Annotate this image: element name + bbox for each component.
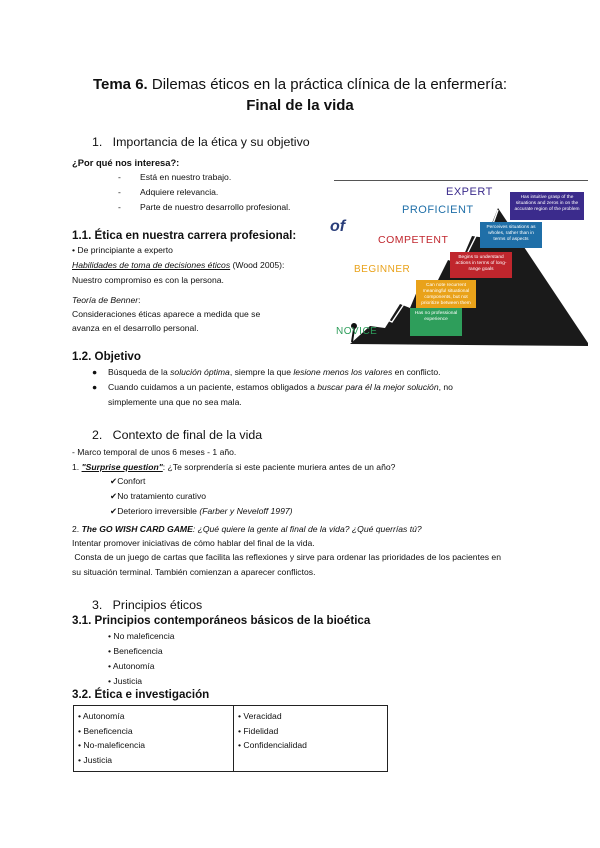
table-right-cell: [234, 706, 388, 772]
benner-text-1: Consideraciones éticas aparece a medida que se: [72, 309, 261, 319]
dash-item: - Adquiere relevancia.: [118, 187, 219, 197]
stage-box-novice: Has no professional experience: [410, 308, 462, 336]
stage-competent-label: COMPETENT: [378, 234, 449, 246]
stage-expert-label: EXPERT: [446, 186, 493, 198]
principle-item: • No maleficencia: [108, 631, 175, 641]
check-item: ✔No tratamiento curativo: [110, 491, 207, 501]
principle-item: • Autonomía: [108, 661, 155, 671]
marco-temporal: - Marco temporal de unos 6 meses - 1 año.: [72, 447, 237, 457]
check-list: [110, 475, 293, 520]
principle-item: • Justicia: [108, 676, 143, 686]
question-line: ¿Por qué nos interesa?:: [72, 157, 180, 168]
dash-list: [118, 171, 290, 216]
stage-box-competent: Begins to understand actions in terms of long-range goals: [450, 252, 512, 278]
habilidades-line: Habilidades de toma de decisiones éticos (Wood 2005):: [72, 260, 285, 270]
table-right-item: • Confidencialidad: [238, 740, 307, 750]
surprise-question-line: 1. "Surprise question": ¿Te sorprendería si este paciente muriera antes de un año?: [72, 462, 396, 472]
stage-proficient-label: PROFICIENT: [402, 204, 474, 216]
section-2-heading: 2. Contexto de final de la vida: [92, 428, 263, 442]
table-left-item: • Justicia: [78, 754, 113, 765]
dash-item: - Parte de nuestro desarrollo profesional.: [118, 202, 291, 212]
table-right-item: • Veracidad: [238, 711, 282, 721]
principle-item: • Beneficencia: [108, 646, 163, 656]
table-right-item: • Fidelidad: [238, 725, 279, 736]
benner-stages-figure: [330, 176, 588, 346]
page-subtitle: Final de la vida: [246, 97, 354, 114]
subsection-3-1-heading: 3.1. Principios contemporáneos básicos de la bioética: [72, 614, 371, 627]
bullet-principiante: • De principiante a experto: [72, 245, 173, 255]
subsection-1-1-heading: 1.1. Ética en nuestra carrera profesional:: [72, 229, 297, 242]
go-wish-title-line: 2. The GO WISH CARD GAME: ¿Qué quiere la gente al final de la vida? ¿Qué querrías tú?: [72, 524, 422, 534]
go-wish-line-1: Intentar promover iniciativas de cómo hablar del final de la vida.: [72, 538, 315, 548]
table-left-cell: [74, 706, 234, 772]
stage-novice-label: NOVICE: [336, 326, 378, 337]
subsection-1-2-heading: 1.2. Objetivo: [72, 350, 141, 363]
section-1-heading: 1. Importancia de la ética y su objetivo: [92, 135, 310, 149]
compromiso-line: Nuestro compromiso es con la persona.: [72, 275, 224, 285]
go-wish-line-3: su situación terminal. También comienzan a aparecer conflictos.: [72, 567, 316, 577]
check-item: ✔Deterioro irreversible (Farber y Neveloff 1997): [110, 506, 293, 516]
table-left-item: • Beneficencia: [78, 725, 133, 736]
section-3-heading: 3. Principios éticos: [92, 598, 203, 612]
table-left-item: • No-maleficencia: [78, 740, 146, 750]
table-left-item: • Autonomía: [78, 711, 125, 721]
benner-title: Teoría de Benner:: [72, 295, 141, 305]
objetivo-bullet-2-cont: simplemente una que no sea mala.: [108, 397, 242, 407]
stage-box-proficient: Perceives situations as wholes, rather than in terms of aspects: [480, 222, 542, 248]
go-wish-line-2: Consta de un juego de cartas que facilita las reflexiones y sirve para ordenar las prioridades de los pacientes en: [72, 552, 501, 562]
benner-text-2: avanza en el desarrollo personal.: [72, 323, 199, 333]
page-title: Tema 6. Dilemas éticos en la práctica clínica de la enfermería:: [92, 76, 508, 93]
subsection-3-2-heading: 3.2. Ética e investigación: [72, 688, 210, 701]
stage-box-beginner: Can note recurrent meaningful situational components, but not prioritize between them: [416, 280, 476, 308]
stage-beginner-label: BEGINNER: [354, 264, 411, 275]
ethics-research-table: [73, 705, 388, 772]
objetivo-bullet-2: ● Cuando cuidamos a un paciente, estamos obligados a buscar para él la mejor solución, no: [92, 382, 453, 392]
partial-letter: of: [330, 218, 346, 235]
objetivo-bullet-1: ● Búsqueda de la solución óptima, siempre la que lesione menos los valores en conflicto.: [92, 367, 441, 377]
stage-box-expert: Has intuitive grasp of the situations and zeros in on the accurate region of the problem: [510, 192, 584, 220]
dash-item: - Está en nuestro trabajo.: [118, 172, 232, 182]
check-item: ✔Confort: [110, 476, 146, 486]
principles-list: [108, 630, 175, 690]
